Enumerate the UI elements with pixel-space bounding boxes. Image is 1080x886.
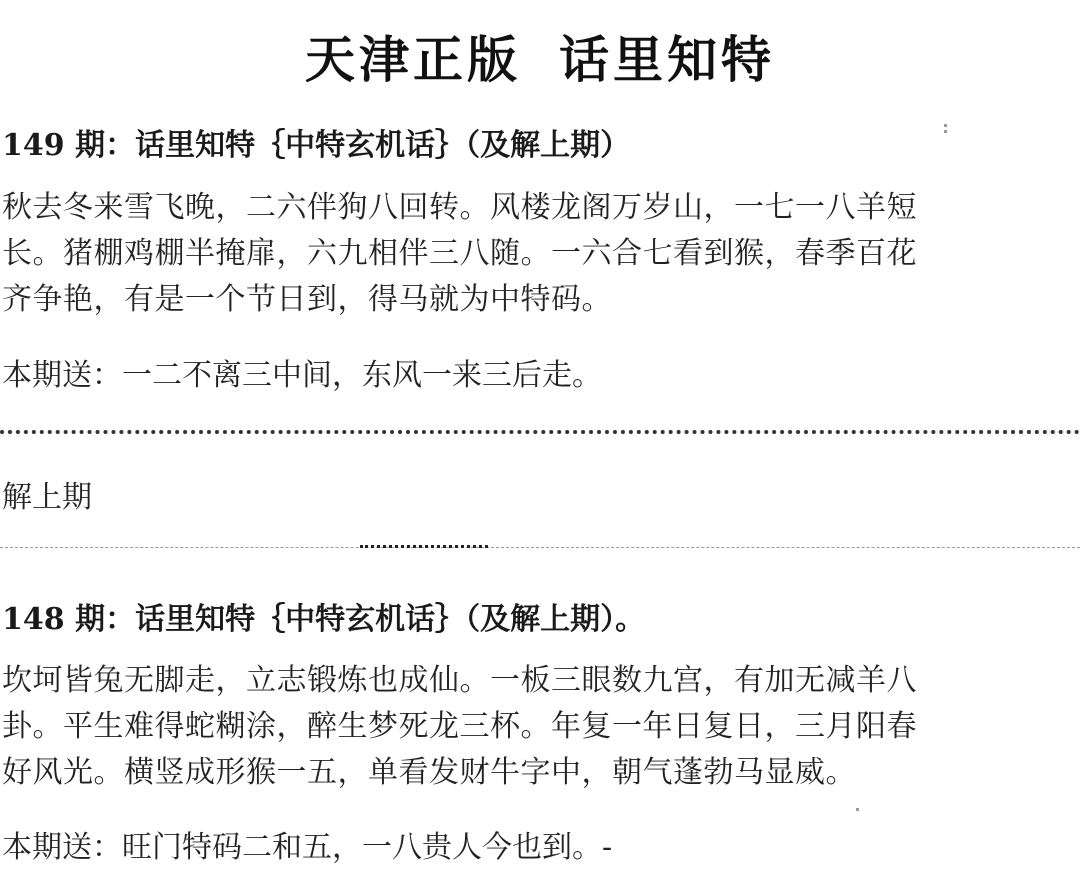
issue-149-gift: 本期送：一二不离三中间，东风一来三后走。 [2, 358, 602, 393]
dashed-divider [0, 547, 1080, 548]
poem-line: 好风光。横竖成形猴一五，单看发财牛字中，朝气蓬勃马显威。 [2, 755, 856, 790]
issue-148-gift: 本期送：旺门特码二和五，一八贵人今也到。- [2, 830, 613, 865]
poem-line: 齐争艳，有是一个节日到，得马就为中特码。 [2, 282, 612, 317]
page-title [0, 20, 1080, 92]
scan-speck [944, 130, 947, 133]
poem-line: 坎坷皆兔无脚走，立志锻炼也成仙。一板三眼数九宫，有加无减羊八 [2, 663, 917, 698]
poem-line: 卦。平生难得蛇糊涂，醉生梦死龙三杯。年复一年日复日，三月阳春 [2, 709, 917, 744]
scan-speck [944, 124, 947, 127]
scan-speck [856, 808, 859, 811]
dashed-divider-accent [360, 545, 488, 548]
issue-148-poem [2, 658, 1080, 796]
page-title-part1: 天津正版 [305, 30, 521, 89]
issue-148-heading: 148 期：话里知特｛中特玄机话｝（及解上期）。 [2, 602, 646, 637]
page-title-part2: 话里知特 [559, 30, 775, 89]
poem-line: 长。猪棚鸡棚半掩扉，六九相伴三八随。一六合七看到猴，春季百花 [2, 236, 917, 271]
poem-line: 秋去冬来雪飞晚，二六伴狗八回转。风楼龙阁万岁山，一七一八羊短 [2, 190, 917, 225]
issue-149-poem [2, 185, 1080, 323]
dotted-divider [0, 430, 1080, 434]
section-label: 解上期 [2, 480, 92, 515]
issue-149-heading: 149 期：话里知特｛中特玄机话｝（及解上期） [2, 128, 631, 163]
